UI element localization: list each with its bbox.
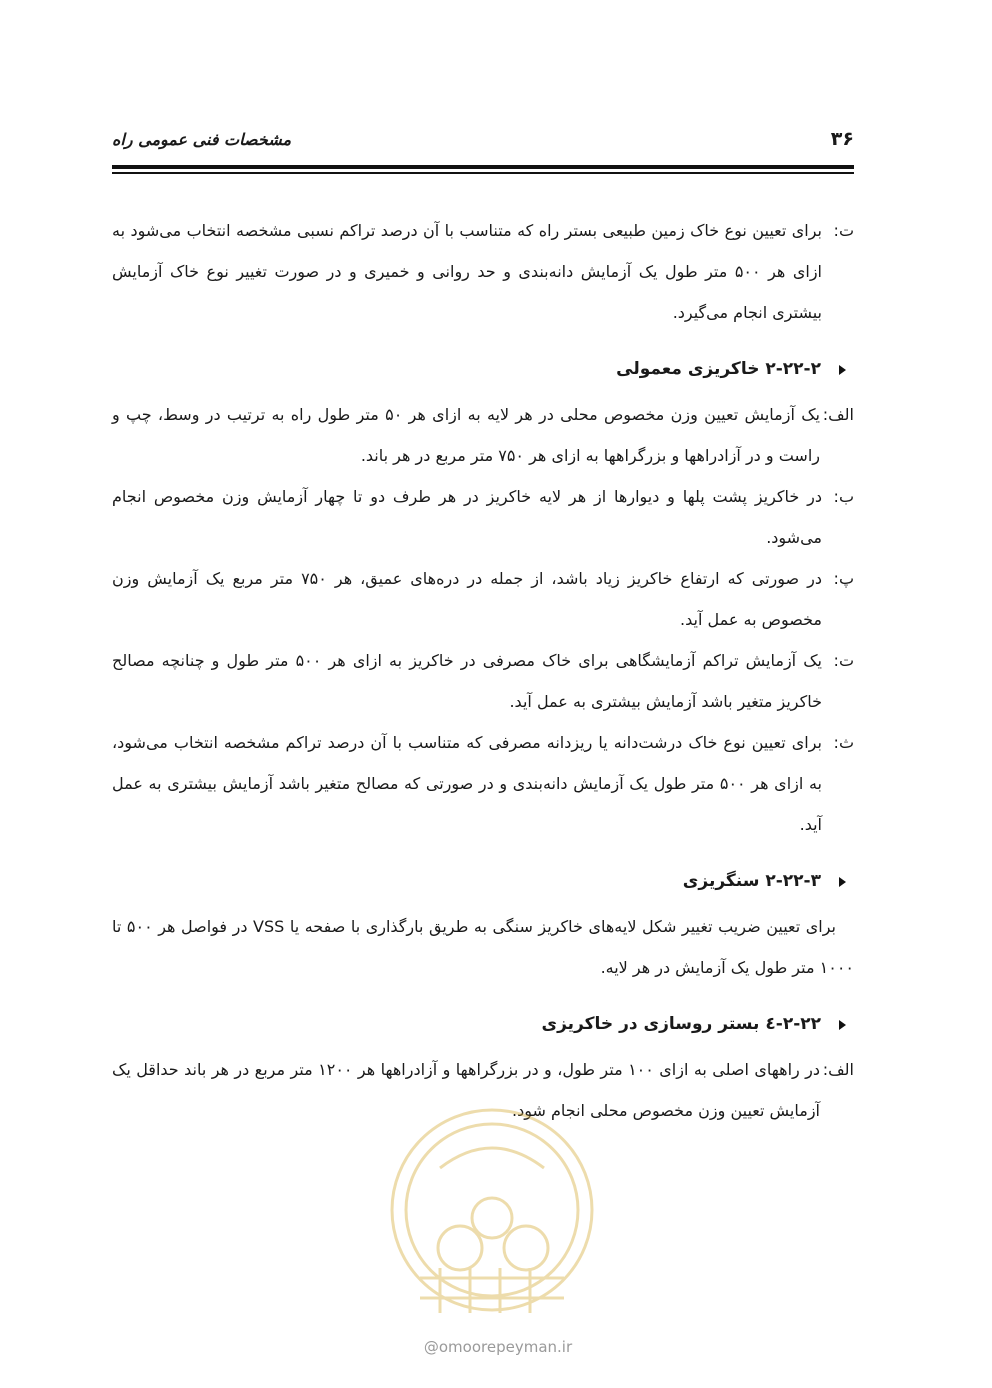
section-heading xyxy=(112,349,854,390)
heading-text: ۲-۲۲-۳ سنگریزی xyxy=(682,871,821,891)
page-body xyxy=(112,210,854,1131)
item-label: ت: xyxy=(833,221,854,240)
header-rule-thick xyxy=(112,165,854,169)
item-label: ث: xyxy=(833,733,854,752)
list-item xyxy=(112,394,854,476)
list-item xyxy=(112,210,854,333)
list-item xyxy=(112,640,854,722)
arrow-bullet-icon xyxy=(839,1020,846,1030)
heading-text: ۲-۲۲-٤ بستر روسازی در خاکریزی xyxy=(541,1014,821,1034)
item-text: یک آزمایش تعیین وزن مخصوص محلی در هر لایه به ازای هر ۵۰ متر طول راه به ترتیب در وسط، چپ و راست و در آزادراهها و بزرگراهها به ازای هر ۷۵۰ متر مربع در هر باند. xyxy=(112,405,821,465)
item-text: در صورتی که ارتفاع خاکریز زیاد باشد، از جمله در دره‌های عمیق، هر ۷۵۰ متر مربع یک آزمایش وزن مخصوص به عمل آید. xyxy=(112,569,822,629)
item-label: ت: xyxy=(833,651,854,670)
item-text: در راههای اصلی به ازای ۱۰۰ متر طول، و در بزرگراهها و آزادراهها هر ۱۲۰۰ متر مربع در هر باند حداقل یک آزمایش تعیین وزن مخصوص محلی انجام شود. xyxy=(112,1060,821,1120)
list-item xyxy=(112,476,854,558)
page-header xyxy=(112,126,854,156)
item-text: یک آزمایش تراکم آزمایشگاهی برای خاک مصرفی در خاکریز به ازای هر ۵۰۰ متر طول و چنانچه مصالح خاکریز متغیر باشد آزمایش بیشتری به عمل آید. xyxy=(112,651,822,711)
item-text: برای تعیین نوع خاک درشت‌دانه یا ریزدانه مصرفی که متناسب با آن درصد تراکم مشخصه انتخاب می‌شود، به ازای هر ۵۰۰ متر طول یک آزمایش دانه‌بندی و در صورتی که مصالح متغیر باشد آزمایش بیشتری به عمل آید. xyxy=(112,733,822,834)
item-label: الف: xyxy=(822,1060,854,1079)
heading-text: ۲-۲۲-۲ خاکریزی معمولی xyxy=(616,359,821,379)
arrow-bullet-icon xyxy=(839,365,846,375)
item-text: برای تعیین نوع خاک زمین طبیعی بستر راه که متناسب با آن درصد تراکم نسبی مشخصه انتخاب می‌شود به ازای هر ۵۰۰ متر طول یک آزمایش دانه‌بندی و حد روانی و خمیری و در صورت تغییر نوع خاک آزمایش بیشتری انجام می‌گیرد. xyxy=(112,221,822,322)
watermark-logo-icon xyxy=(380,1098,604,1338)
item-label: ب: xyxy=(833,487,854,506)
item-text: در خاکریز پشت پلها و دیوارها از هر لایه خاکریز در هر طرف دو تا چهار آزمایش وزن مخصوص انجام می‌شود. xyxy=(112,487,822,547)
watermark-handle: @omoorepeyman.ir xyxy=(423,1338,573,1356)
section-heading xyxy=(112,1004,854,1045)
section-heading xyxy=(112,861,854,902)
header-title: مشخصات فنی عمومی راه xyxy=(112,130,292,149)
paragraph: برای تعیین ضریب تغییر شکل لایه‌های خاکریز سنگی به طریق بارگذاری با صفحه یا VSS در فواصل هر ۵۰۰ تا ۱۰۰۰ متر طول یک آزمایش در هر لایه. xyxy=(112,917,854,977)
item-label: پ: xyxy=(833,569,854,588)
item-label: الف: xyxy=(822,405,854,424)
page-number: ۳۶ xyxy=(830,128,854,150)
header-rule-thin xyxy=(112,172,854,174)
arrow-bullet-icon xyxy=(839,877,846,887)
list-item xyxy=(112,722,854,845)
list-item xyxy=(112,558,854,640)
